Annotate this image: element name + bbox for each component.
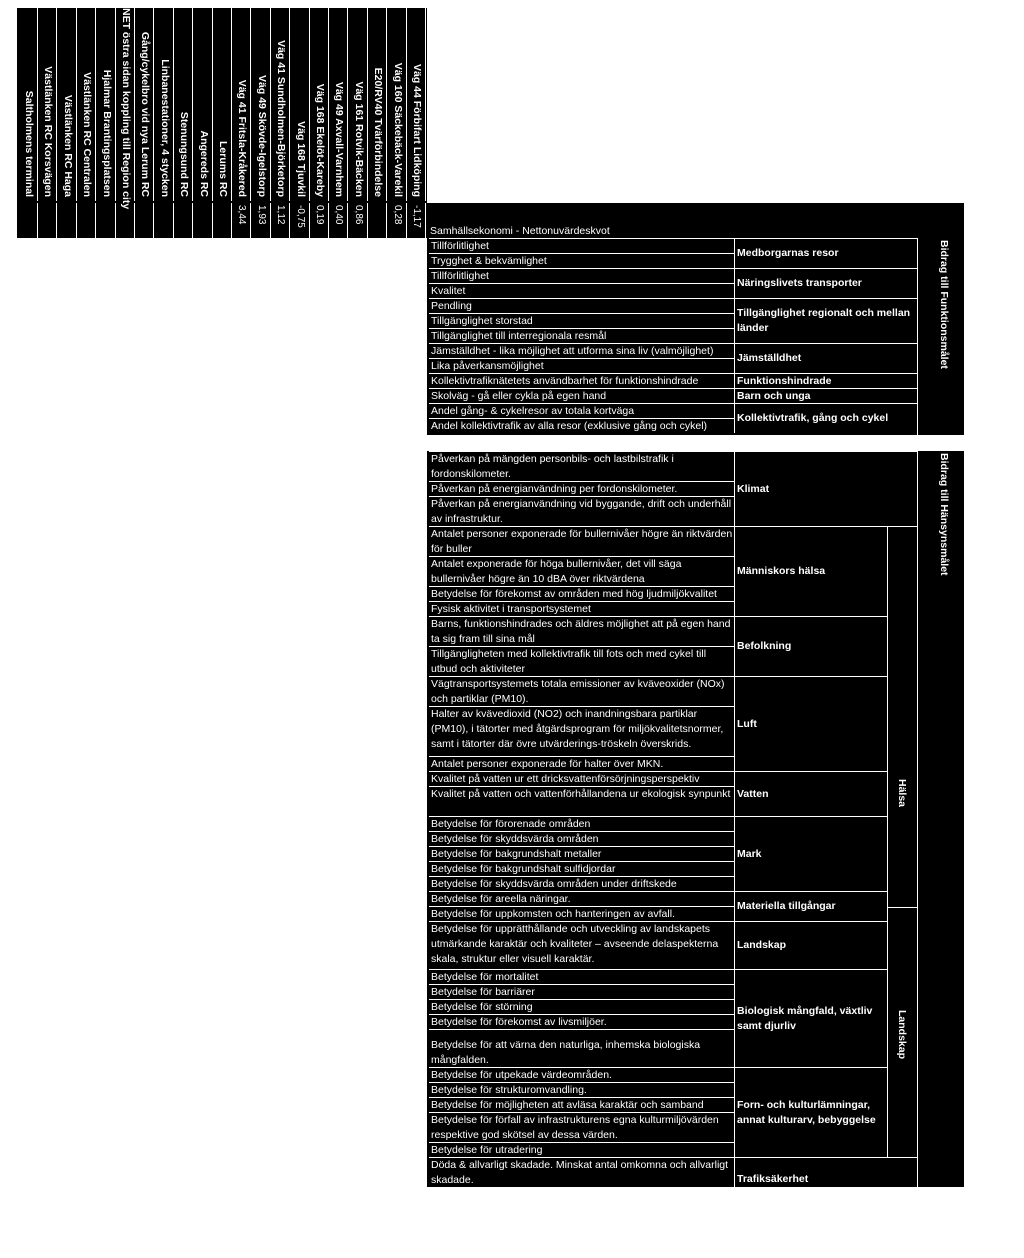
- project-column: [291, 8, 310, 201]
- project-value: 0,28: [391, 205, 403, 225]
- project-value-cell: [38, 203, 57, 238]
- project-header: [17, 8, 427, 238]
- project-name: Väg 160 Säckebäck-Varekil: [391, 62, 404, 197]
- category-cell: Trafiksäkerhet: [734, 1157, 917, 1187]
- project-value: [116, 203, 135, 238]
- category-cell: Barn och unga: [734, 388, 917, 403]
- criteria-row: Kvalitet på vatten och vattenförhållandena ur ekologisk synpunkt: [429, 786, 734, 816]
- category-cell: Materiella tillgångar: [734, 891, 887, 921]
- project-value-cell: [252, 203, 271, 238]
- project-name: Väg 41 Sundholmen-Björketorp: [275, 40, 288, 197]
- project-value-cell: [116, 203, 135, 238]
- project-name: Västlänken RC Centralen: [81, 72, 94, 197]
- criteria-row: Tillförlitlighet: [429, 238, 734, 253]
- category-cell: Klimat: [734, 451, 917, 526]
- criteria-row: Tillförlitlighet: [429, 268, 734, 283]
- criteria-row: Betydelse för förfall av infrastrukturens egna kulturmiljövärden respektive god skötsel av dessa värden.: [429, 1112, 734, 1142]
- criteria-row: Betydelse för barriärer: [429, 984, 734, 999]
- project-value-cell: [329, 203, 348, 238]
- project-value-cell: [368, 203, 387, 238]
- category-cell: Luft: [734, 676, 887, 771]
- criteria-row: Tillgänglighet storstad: [429, 313, 734, 328]
- project-value: [135, 203, 154, 238]
- criteria-row: Andel kollektivtrafik av alla resor (exklusive gång och cykel): [429, 418, 734, 433]
- category-cell: Kollektivtrafik, gång och cykel: [734, 403, 917, 433]
- project-column: [97, 8, 116, 201]
- criteria-row: Antalet exponerade för höga bullernivåer, det vill säga bullernivåer högre än 10 dBA över riktvärdena: [429, 556, 734, 586]
- project-column: [77, 8, 96, 201]
- project-columns: [17, 8, 427, 210]
- project-name: Saltholmens terminal: [23, 90, 35, 197]
- halsa-label: Hälsa: [896, 779, 908, 808]
- landskap-subgroup: [887, 907, 917, 1157]
- criteria-row: Döda & allvarligt skadade. Minskat antal omkomna och allvarligt skadade.: [429, 1157, 734, 1187]
- criteria-row: Betydelse för bakgrundshalt metaller: [429, 846, 734, 861]
- project-value: [19, 203, 38, 238]
- criteria-row: Betydelse för störning: [429, 999, 734, 1014]
- category-cell: Medborgarnas resor: [734, 238, 917, 268]
- hansynsmal-label: Bidrag till Hänsynsmålet: [938, 453, 950, 576]
- samhallsekonomi-label: Samhällsekonomi - Nettonuvärdeskvot: [430, 225, 610, 237]
- project-name: Väg 44 Förbifart Lidköping: [411, 63, 423, 197]
- criteria-row: Antalet personer exponerade för halter över MKN.: [429, 756, 734, 771]
- project-name: Angereds RC: [197, 130, 210, 197]
- project-name: Väg 161 Rotvik-Bäcken: [352, 81, 365, 197]
- project-value-cell: [291, 203, 310, 238]
- category-cell: Befolkning: [734, 616, 887, 676]
- category-cell: Tillgänglighet regionalt och mellan länder: [734, 298, 917, 343]
- category-cell: Forn- och kulturlämningar, annat kulturarv, bebyggelse: [734, 1067, 887, 1157]
- criteria-row: Skolväg - gå eller cykla på egen hand: [429, 388, 734, 403]
- project-value: 1,93: [255, 205, 267, 225]
- criteria-row: Betydelse för areella näringar.: [429, 891, 734, 906]
- project-value: [213, 203, 232, 238]
- category-cell: Biologisk mångfald, växtliv samt djurliv: [734, 969, 887, 1067]
- project-name: Linbanestationer, 4 stycken: [158, 59, 171, 197]
- project-value: 0,40: [333, 205, 345, 225]
- criteria-row: Vägtransportsystemets totala emissioner av kväveoxider (NOx) och partiklar (PM10).: [429, 676, 734, 706]
- project-value: [77, 203, 96, 238]
- criteria-row: Halter av kvävedioxid (NO2) och inandningsbara partiklar (PM10), i tätorter med åtgärdsprogram för miljökvalitetsnormer, samt i tätorter där övre utvärderings-tröskeln överskrids.: [429, 706, 734, 756]
- project-value: [194, 203, 213, 238]
- criteria-row: Påverkan på energianvändning vid byggande, drift och underhåll av infrastruktur.: [429, 496, 734, 526]
- criteria-row: Betydelse för strukturomvandling.: [429, 1082, 734, 1097]
- project-value-cell: [310, 203, 329, 238]
- project-column: [329, 8, 348, 201]
- project-column: [38, 8, 57, 201]
- landskap-label: Landskap: [896, 1010, 908, 1060]
- funktionsmal-label: Bidrag till Funktionsmålet: [938, 240, 950, 369]
- project-column: [155, 8, 174, 201]
- project-name: Lerums RC: [217, 140, 229, 197]
- project-column: [174, 8, 193, 201]
- project-value-cell: [349, 203, 368, 238]
- project-value: [155, 203, 174, 238]
- criteria-row: Betydelse för förekomst av livsmiljöer.: [429, 1014, 734, 1029]
- funktionsmal-table: [427, 238, 964, 435]
- category-cell: Människors hälsa: [734, 526, 887, 616]
- criteria-row: Pendling: [429, 298, 734, 313]
- criteria-row: Betydelse för utradering: [429, 1142, 734, 1157]
- criteria-row: Tillgänglighet till interregionala resmål: [429, 328, 734, 343]
- project-column: [19, 8, 38, 201]
- criteria-row: Kvalitet på vatten ur ett dricksvattenförsörjningsperspektiv: [429, 771, 734, 786]
- criteria-row: Trygghet & bekvämlighet: [429, 253, 734, 268]
- project-column: [407, 8, 426, 201]
- criteria-row: Betydelse för förorenade områden: [429, 816, 734, 831]
- criteria-row: Betydelse för bakgrundshalt sulfidjordar: [429, 861, 734, 876]
- project-column: [388, 8, 407, 201]
- project-column: [213, 8, 232, 201]
- category-cell: Funktionshindrade: [734, 373, 917, 388]
- project-column: [58, 8, 77, 201]
- project-name: Väg 49 Skövde-Igelstorp: [255, 75, 268, 197]
- criteria-row: Betydelse för skyddsvärda områden under driftskede: [429, 876, 734, 891]
- project-value: [97, 203, 116, 238]
- project-name: Väg 168 Ekelöt-Kareby: [314, 83, 326, 197]
- project-name: E20/RV40 Tvärförbindelse: [372, 67, 385, 197]
- criteria-row: Betydelse för skyddsvärda områden: [429, 831, 734, 846]
- criteria-row: Betydelse för möjligheten att avläsa karaktär och samband: [429, 1097, 734, 1112]
- project-column: [194, 8, 213, 201]
- criteria-row: Betydelse för mortalitet: [429, 969, 734, 984]
- criteria-row: Kollektivtrafiknätetets användbarhet för funktionshindrade: [429, 373, 734, 388]
- project-name: Väg 41 Fritsla-Kråkered: [236, 79, 249, 197]
- hansynsmal-side: [917, 451, 964, 1187]
- project-value-cell: [213, 203, 232, 238]
- project-value: 0,86: [352, 205, 364, 225]
- category-cell: Jämställdhet: [734, 343, 917, 373]
- project-name: Stenungsund RC: [178, 111, 191, 197]
- criteria-row: Kvalitet: [429, 283, 734, 298]
- criteria-row: Andel gång- & cykelresor av totala kortväga: [429, 403, 734, 418]
- project-column: [135, 8, 154, 201]
- project-value: [58, 203, 77, 238]
- funktionsmal-side: [917, 238, 964, 435]
- project-name: Hjalmar Brantingsplatsen: [100, 69, 113, 197]
- project-column: [116, 8, 135, 210]
- criteria-row: Betydelse för upprätthållande och utveckling av landskapets utmärkande karaktär och kvaliteter – avseende delaspekterna skala, struktur eller visuell karaktär.: [429, 921, 734, 969]
- criteria-row: Betydelse för förekomst av områden med hög ljudmiljökvalitet: [429, 586, 734, 601]
- project-value-cell: [155, 203, 174, 238]
- project-name: Gång/cykelbro vid nya Lerum RC: [139, 31, 152, 197]
- project-value-cell: [407, 203, 426, 238]
- project-value: [174, 203, 193, 238]
- project-value-cell: [97, 203, 116, 238]
- project-column: [349, 8, 368, 201]
- samhallsekonomi-bar: [427, 203, 964, 238]
- project-value-cell: [58, 203, 77, 238]
- criteria-row: Antalet personer exponerade för bullernivåer högre än riktvärden för buller: [431, 528, 733, 555]
- project-name: Västlänken RC Haga: [61, 94, 74, 197]
- project-name: NET östra sidan koppling till Region city: [120, 8, 132, 210]
- project-column: [232, 8, 251, 201]
- project-value-cell: [174, 203, 193, 238]
- criteria-row: Betydelse för att värna den naturliga, inhemska biologiska mångfalden.: [429, 1029, 734, 1067]
- project-value: 3,44: [236, 205, 248, 225]
- category-cell: Landskap: [734, 921, 887, 969]
- project-value-cell: [194, 203, 213, 238]
- project-value-cell: [19, 203, 38, 238]
- criteria-row: Lika påverkansmöjlighet: [429, 358, 734, 373]
- project-column: [310, 8, 329, 201]
- criteria-row: Fysisk aktivitet i transportsystemet: [429, 601, 734, 616]
- project-value-cell: [388, 203, 407, 238]
- criteria-row: Barns, funktionshindrades och äldres möjlighet att på egen hand ta sig fram till sina mål: [429, 616, 734, 646]
- project-value: 0,19: [314, 205, 325, 225]
- project-value-cell: [271, 203, 290, 238]
- project-value: 1,12: [275, 205, 287, 225]
- category-cell: Vatten: [734, 771, 887, 816]
- halsa-subgroup: [887, 526, 917, 907]
- project-column: [368, 8, 387, 201]
- project-value: [38, 203, 57, 238]
- project-value-cell: [232, 203, 251, 238]
- project-value: [368, 203, 387, 238]
- criteria-row: Betydelse för uppkomsten och hanteringen av avfall.: [429, 906, 734, 921]
- hansynsmal-table: [427, 451, 964, 1187]
- criteria-row: Påverkan på energianvändning per fordonskilometer.: [429, 481, 734, 496]
- criteria-row: Jämställdhet - lika möjlighet att utforma sina liv (valmöjlighet): [429, 343, 734, 358]
- project-name: Västlänken RC Korsvägen: [42, 66, 55, 197]
- project-column: [271, 8, 290, 201]
- project-value-cell: [77, 203, 96, 238]
- category-cell: Mark: [734, 816, 887, 891]
- project-name: Väg 168 Tjuvkil: [294, 121, 307, 197]
- project-column: [252, 8, 271, 201]
- project-value-cell: [135, 203, 154, 238]
- category-cell: Näringslivets transporter: [734, 268, 917, 298]
- criteria-row: Påverkan på mängden personbils- och lastbilstrafik i fordonskilometer.: [429, 451, 734, 481]
- project-value: -0,75: [294, 205, 306, 228]
- criteria-row: Betydelse för utpekade värdeområden.: [429, 1067, 734, 1082]
- criteria-row: Tillgängligheten med kollektivtrafik till fots och med cykel till utbud och aktiviteter: [429, 646, 734, 676]
- project-value: -1,17: [411, 205, 422, 228]
- project-name: Väg 49 Axvall-Varnhem: [333, 81, 346, 197]
